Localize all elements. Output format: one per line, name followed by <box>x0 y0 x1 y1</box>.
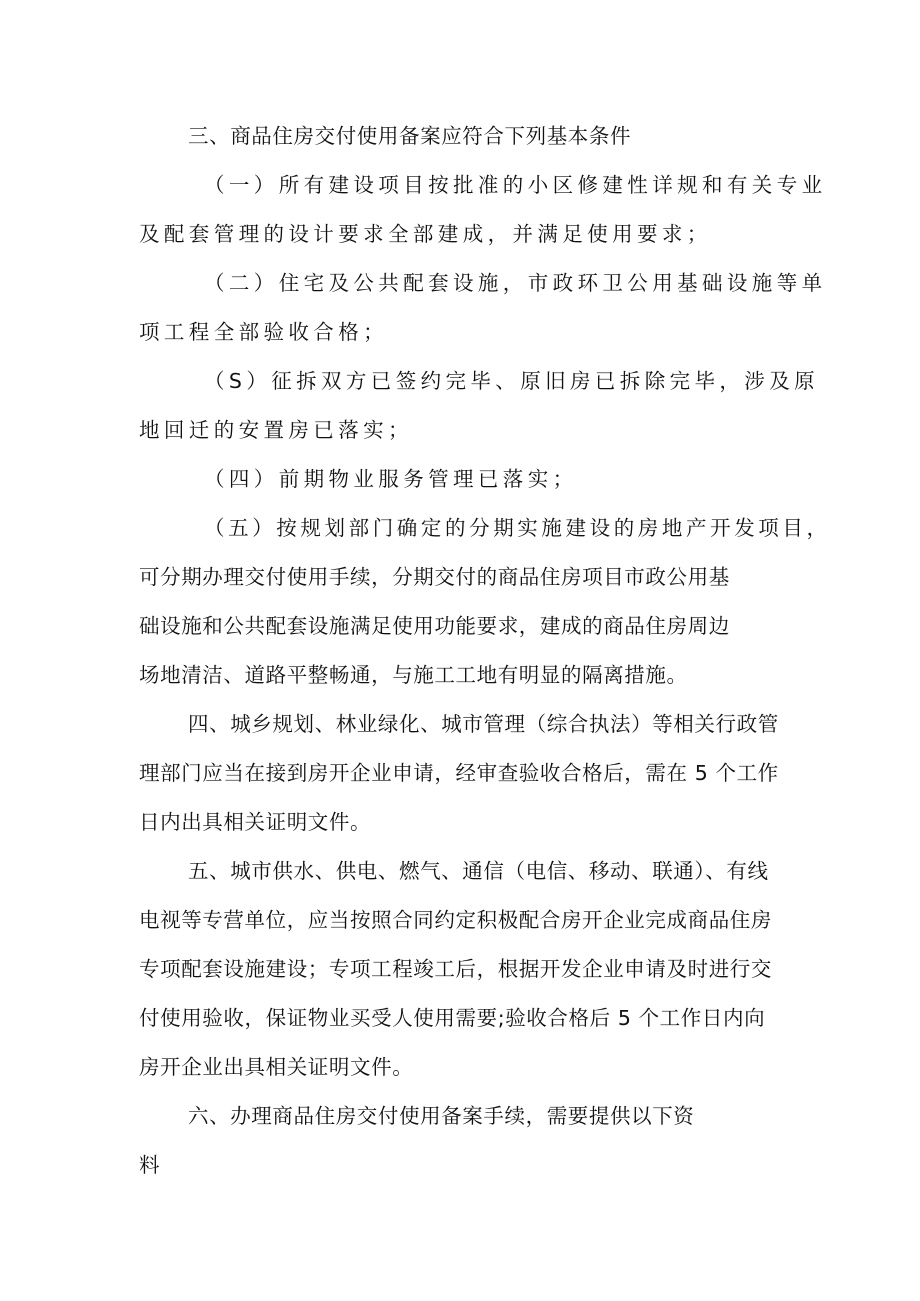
condition-three-line-2: 地回迁的安置房已落实； <box>139 418 413 442</box>
section-four-line-1: 四、城乡规划、林业绿化、城市管理（综合执法）等相关行政管 <box>188 712 779 736</box>
condition-five-line-3: 础设施和公共配套设施满足使用功能要求，建成的商品住房周边 <box>139 614 730 638</box>
section-five-line-5: 房开企业出具相关证明文件。 <box>139 1055 414 1079</box>
section-three-heading: 三、商品住房交付使用备案应符合下列基本条件 <box>188 124 632 148</box>
condition-three-line-1: （S）征拆双方已签约完毕、原旧房已拆除完毕，涉及原 <box>204 369 820 393</box>
section-five-line-3: 专项配套设施建设；专项工程竣工后，根据开发企业申请及时进行交 <box>139 957 772 981</box>
section-five-line-1: 五、城市供水、供电、燃气、通信（电信、移动、联通）、有线 <box>188 859 769 883</box>
condition-two-line-1: （二）住宅及公共配套设施，市政环卫公用基础设施等单 <box>204 271 827 295</box>
condition-four-line: （四）前期物业服务管理已落实； <box>204 467 578 491</box>
section-six-line-1: 六、办理商品住房交付使用备案手续，需要提供以下资 <box>188 1104 695 1128</box>
section-five-line-2: 电视等专营单位，应当按照合同约定积极配合房开企业完成商品住房 <box>139 908 772 932</box>
section-six-line-2: 料 <box>139 1153 161 1177</box>
condition-two-line-2: 项工程全部验收合格； <box>139 320 388 344</box>
condition-five-line-4: 场地清洁、道路平整畅通，与施工工地有明显的隔离措施。 <box>139 663 688 687</box>
section-four-line-2: 理部门应当在接到房开企业申请，经审查验收合格后，需在 5 个工作 <box>139 761 779 785</box>
condition-five-line-2: 可分期办理交付使用手续，分期交付的商品住房项目市政公用基 <box>139 565 730 589</box>
condition-one-line-2: 及配套管理的设计要求全部建成，并满足使用要求； <box>139 222 712 246</box>
section-five-line-4: 付使用验收，保证物业买受人使用需要;验收合格后 5 个工作日内向 <box>139 1006 766 1030</box>
section-four-line-3: 日内出具相关证明文件。 <box>139 810 372 834</box>
condition-one-line-1: （一）所有建设项目按批准的小区修建性详规和有关专业 <box>204 173 827 197</box>
condition-five-line-1: （五）按规划部门确定的分期实施建设的房地产开发项目， <box>204 516 831 540</box>
